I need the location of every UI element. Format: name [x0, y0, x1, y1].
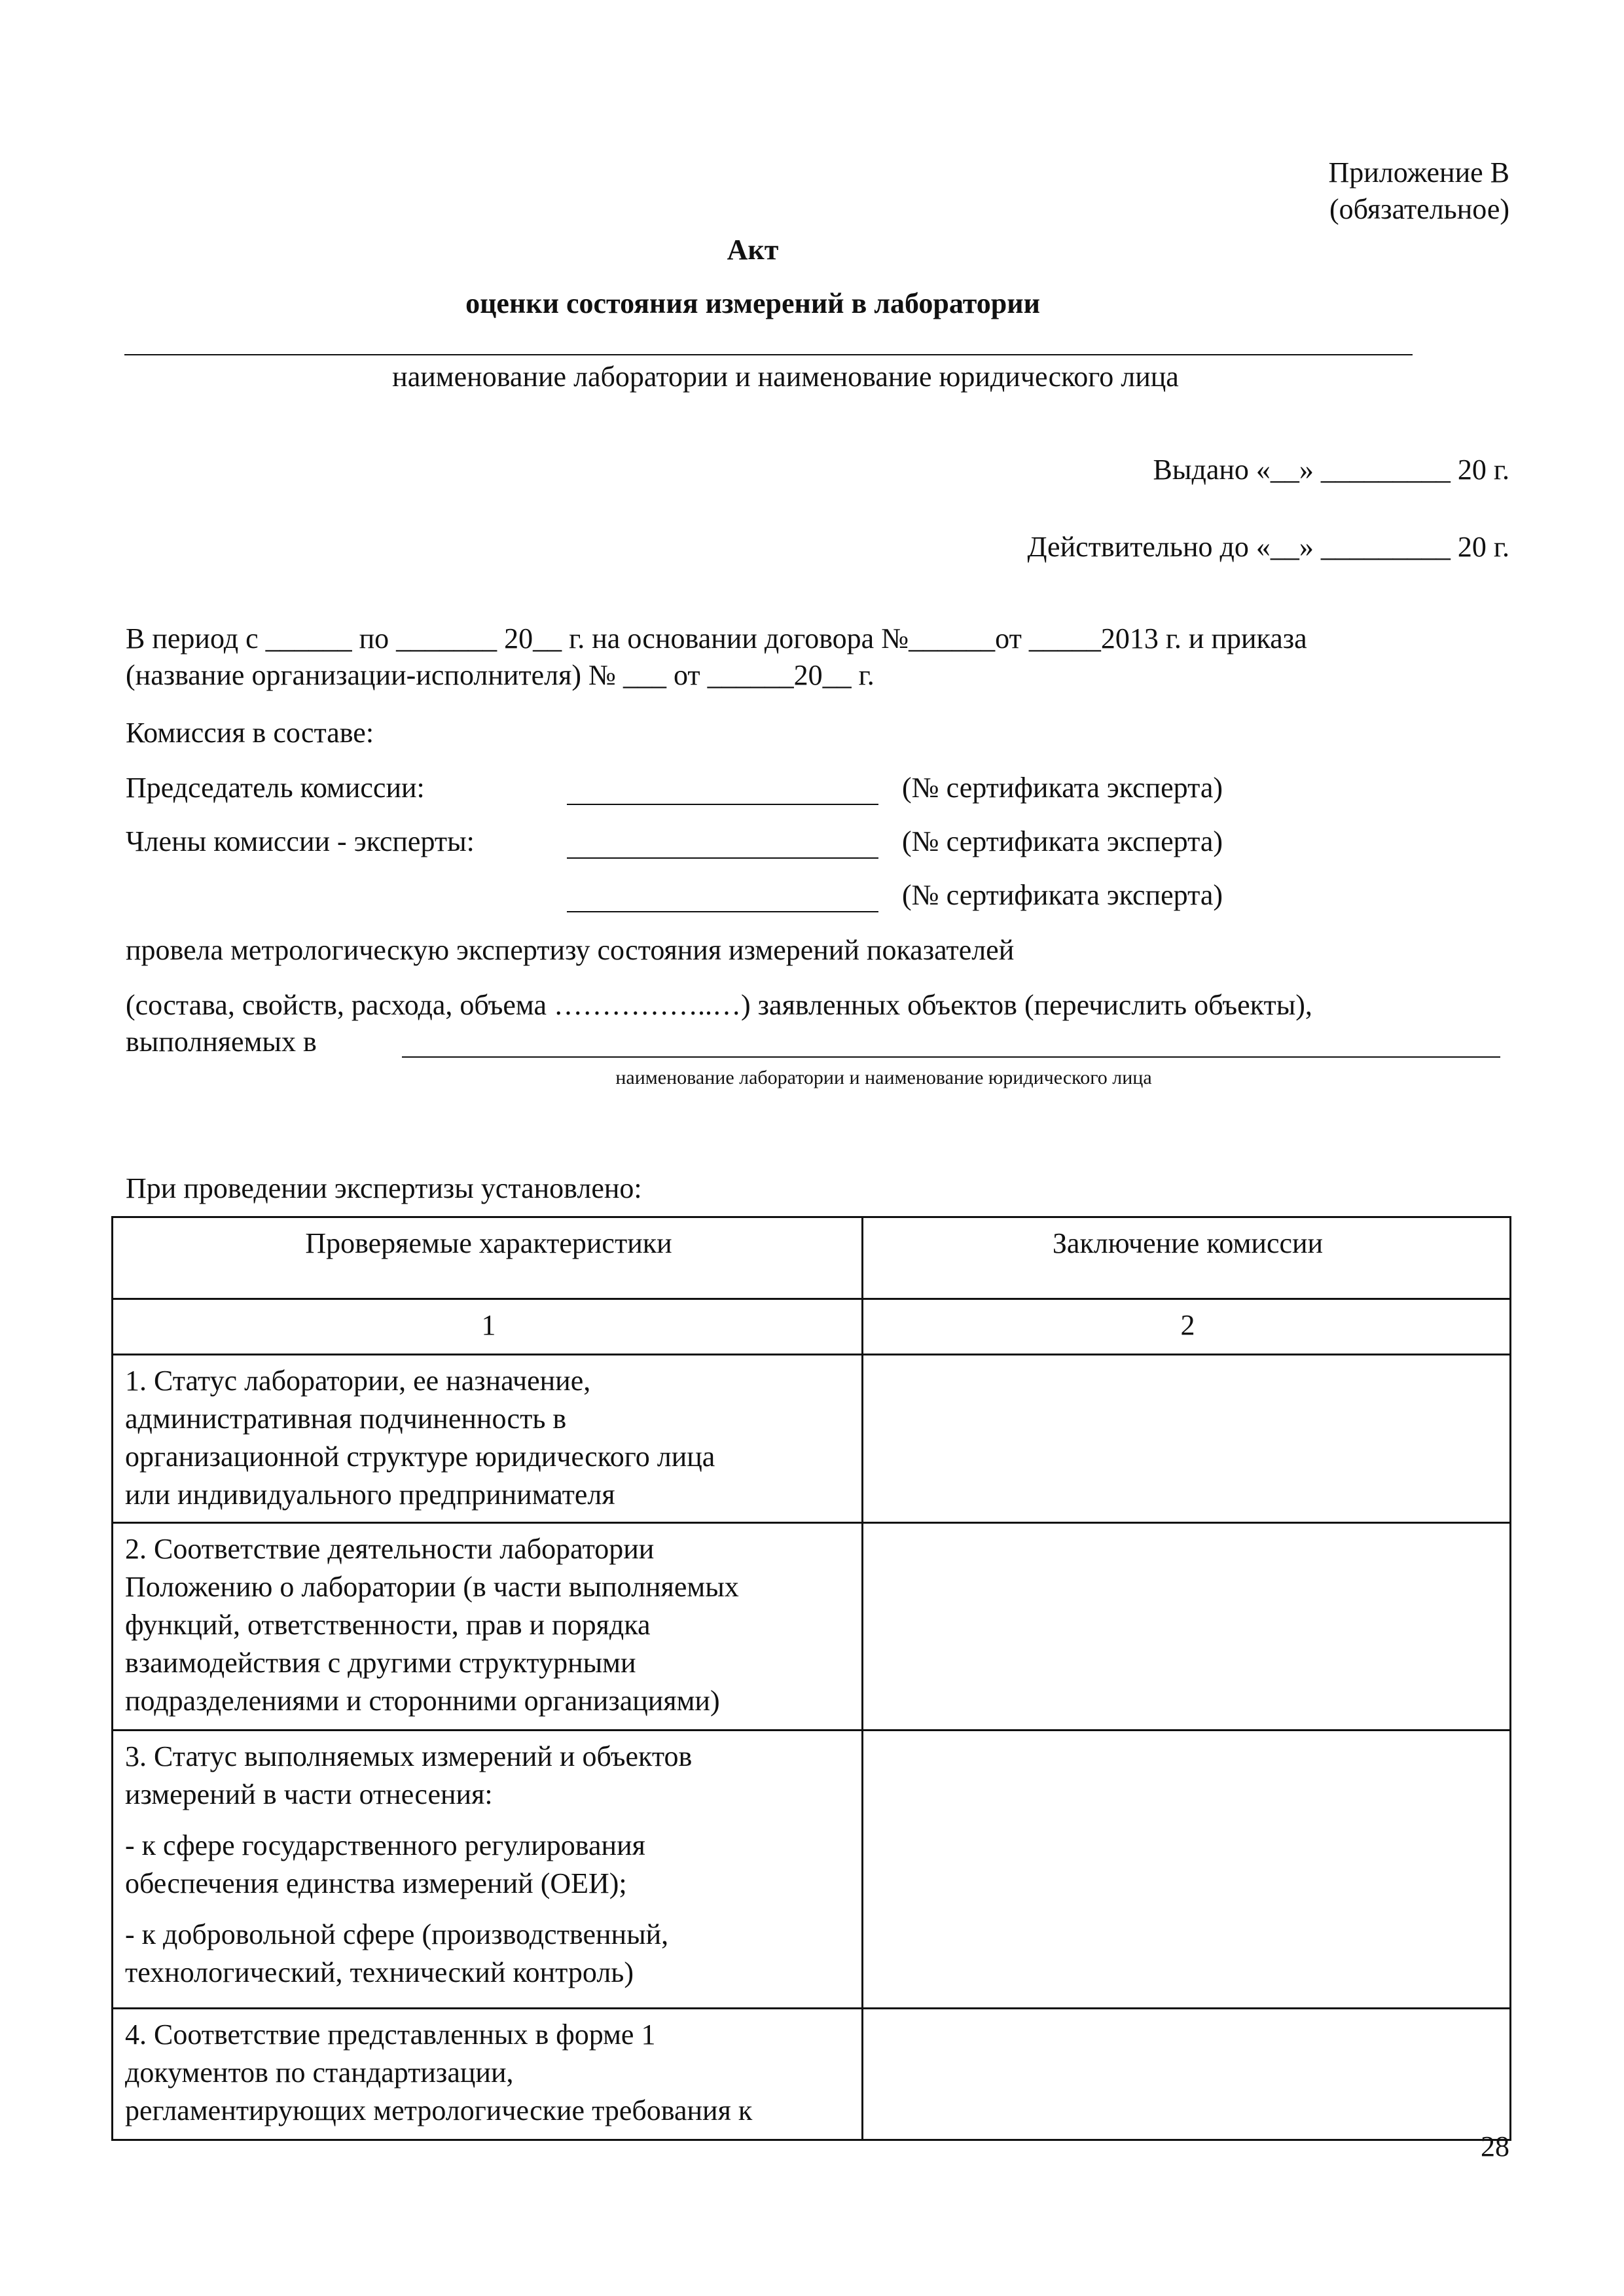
chairman-label: Председатель комиссии:: [126, 772, 425, 804]
document-title: Акт: [727, 234, 779, 266]
characteristic-text: технологический, технический контроль): [125, 1956, 634, 1988]
characteristic-cell: [113, 1523, 863, 1731]
established-heading: При проведении экспертизы установлено:: [126, 1172, 642, 1204]
valid-until-date: Действительно до «__» _________ 20 г.: [1027, 531, 1509, 563]
table-row: [113, 1355, 1511, 1523]
conclusion-cell[interactable]: [863, 1355, 1511, 1523]
order-line: (название организации-исполнителя) № ___ от ______20__ г.: [126, 659, 875, 691]
characteristic-text: административная подчиненность в: [125, 1403, 567, 1435]
characteristic-text: документов по стандартизации,: [125, 2056, 514, 2089]
characteristic-text: функций, ответственности, прав и порядка: [125, 1609, 651, 1641]
conclusion-cell[interactable]: [863, 2009, 1511, 2140]
characteristic-text: регламентирующих метрологические требования к: [125, 2094, 753, 2126]
performed-in-underline: [402, 1056, 1500, 1058]
expertise-line: провела метрологическую экспертизу состояния измерений показателей: [126, 934, 1015, 966]
objects-line: (состава, свойств, расхода, объема ……………..…) заявленных объектов (перечислить объекты),: [126, 989, 1312, 1021]
period-line: В период с ______ по _______ 20__ г. на основании договора №______от _____2013 г. и приказа: [126, 622, 1307, 655]
lab-name-caption-small: наименование лаборатории и наименование юридического лица: [615, 1067, 1152, 1088]
characteristic-cell: [113, 1355, 863, 1523]
characteristic-text: измерений в части отнесения:: [125, 1778, 493, 1810]
column-number-1: 1: [113, 1299, 863, 1355]
characteristic-cell: [113, 1731, 863, 2009]
characteristic-text: 4. Соответствие представленных в форме 1: [125, 2018, 656, 2051]
characteristic-text: 2. Соответствие деятельности лаборатории: [125, 1533, 655, 1565]
characteristic-text: взаимодействия с другими структурными: [125, 1647, 636, 1679]
characteristic-text: - к сфере государственного регулирования: [125, 1829, 645, 1861]
lab-name-caption: наименование лаборатории и наименование юридического лица: [392, 361, 1179, 393]
characteristic-text: или индивидуального предпринимателя: [125, 1479, 615, 1511]
document-subtitle: оценки состояния измерений в лаборатории: [465, 287, 1040, 319]
commission-heading: Комиссия в составе:: [126, 717, 374, 749]
column-number-2: 2: [863, 1299, 1511, 1355]
page-number: 28: [1481, 2130, 1509, 2162]
characteristic-text: 3. Статус выполняемых измерений и объектов: [125, 1740, 693, 1772]
members-label: Члены комиссии - эксперты:: [126, 825, 475, 857]
characteristic-text: обеспечения единства измерений (ОЕИ);: [125, 1867, 627, 1899]
characteristic-text: подразделениями и сторонними организациями): [125, 1685, 720, 1717]
table-header-row: [113, 1217, 1511, 1299]
member2-signature-line: [567, 911, 878, 912]
table-row: [113, 1731, 1511, 2009]
appendix-label: Приложение В: [1328, 156, 1509, 188]
chairman-signature-line: [567, 804, 878, 805]
conclusion-cell[interactable]: [863, 1523, 1511, 1731]
table-row: [113, 1523, 1511, 1731]
expertise-table: [111, 1216, 1511, 2141]
performed-in-label: выполняемых в: [126, 1026, 317, 1058]
chairman-cert-note: (№ сертификата эксперта): [902, 772, 1223, 804]
issued-date: Выдано «__» _________ 20 г.: [1153, 454, 1509, 486]
conclusion-cell[interactable]: [863, 1731, 1511, 2009]
column-header-conclusion: Заключение комиссии: [863, 1217, 1511, 1299]
characteristic-text: Положению о лаборатории (в части выполняемых: [125, 1571, 739, 1603]
characteristic-cell: [113, 2009, 863, 2140]
table-column-number-row: [113, 1299, 1511, 1355]
member2-cert-note: (№ сертификата эксперта): [902, 879, 1223, 911]
characteristic-text: 1. Статус лаборатории, ее назначение,: [125, 1365, 591, 1397]
lab-name-underline: [124, 354, 1413, 355]
member1-signature-line: [567, 857, 878, 859]
characteristic-text: - к добровольной сфере (производственный,: [125, 1918, 669, 1950]
column-header-characteristics: Проверяемые характеристики: [113, 1217, 863, 1299]
member1-cert-note: (№ сертификата эксперта): [902, 825, 1223, 857]
appendix-status: (обязательное): [1329, 193, 1509, 225]
characteristic-text: организационной структуре юридического лица: [125, 1441, 715, 1473]
table-row: [113, 2009, 1511, 2140]
